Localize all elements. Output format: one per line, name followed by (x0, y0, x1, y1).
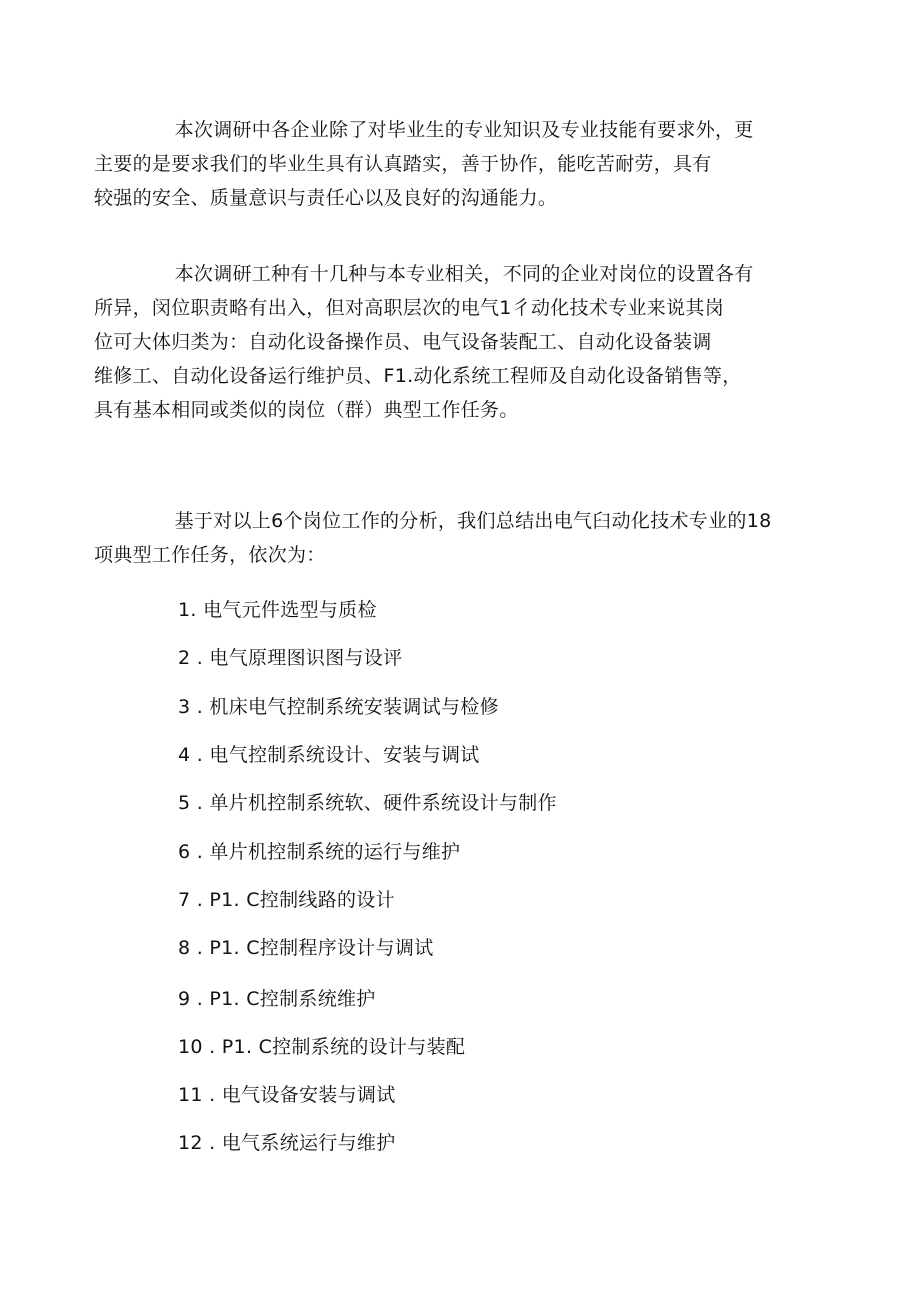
list-item: 5 . 单片机控制系统软、硬件系统设计与制作 (178, 792, 557, 814)
list-item: 12 . 电气系统运行与维护 (178, 1132, 396, 1154)
paragraph-line: 维修工、自动化设备运行维护员、F1.动化系统工程师及自动化设备销售等， (94, 365, 742, 387)
list-item: 3 . 机床电气控制系统安装调试与检修 (178, 696, 499, 718)
list-item: 1. 电气元件选型与质检 (178, 599, 377, 621)
paragraph-job-types (94, 257, 784, 427)
paragraph-line: 项典型工作任务，依次为： (94, 544, 326, 566)
paragraph-line: 位可大体归类为：自动化设备操作员、电气设备装配工、自动化设备装调 (94, 331, 712, 353)
paragraph-summary (94, 504, 784, 572)
list-item: 2 . 电气原理图识图与设评 (178, 647, 403, 669)
list-item: 4 . 电气控制系统设计、安装与调试 (178, 744, 480, 766)
list-item: 7 . P1. C控制线路的设计 (178, 889, 395, 911)
paragraph-line: 主要的是要求我们的毕业生具有认真踏实，善于协作，能吃苦耐劳，具有 (94, 153, 712, 175)
list-item: 9 . P1. C控制系统维护 (178, 988, 376, 1010)
list-item: 8 . P1. C控制程序设计与调试 (178, 937, 434, 959)
paragraph-requirements (94, 113, 784, 215)
paragraph-line: 较强的安全、质量意识与责任心以及良好的沟通能力。 (94, 187, 558, 209)
list-item: 6 . 单片机控制系统的运行与维护 (178, 841, 461, 863)
paragraph-line: 本次调研中各企业除了对毕业生的专业知识及专业技能有要求外，更 (136, 119, 754, 141)
paragraph-line: 基于对以上6个岗位工作的分析，我们总结出电气臼动化技术专业的18 (136, 510, 772, 532)
list-item: 10 . P1. C控制系统的设计与装配 (178, 1036, 466, 1058)
list-item: 11 . 电气设备安装与调试 (178, 1084, 396, 1106)
paragraph-line: 具有基本相同或类似的岗位（群）典型工作任务。 (94, 399, 519, 421)
paragraph-line: 本次调研工种有十几种与本专业相关，不同的企业对岗位的设置各有 (136, 263, 754, 285)
paragraph-line: 所异，闵位职责略有出入，但对高职层次的电气1彳动化技术专业来说其岗 (94, 297, 724, 319)
